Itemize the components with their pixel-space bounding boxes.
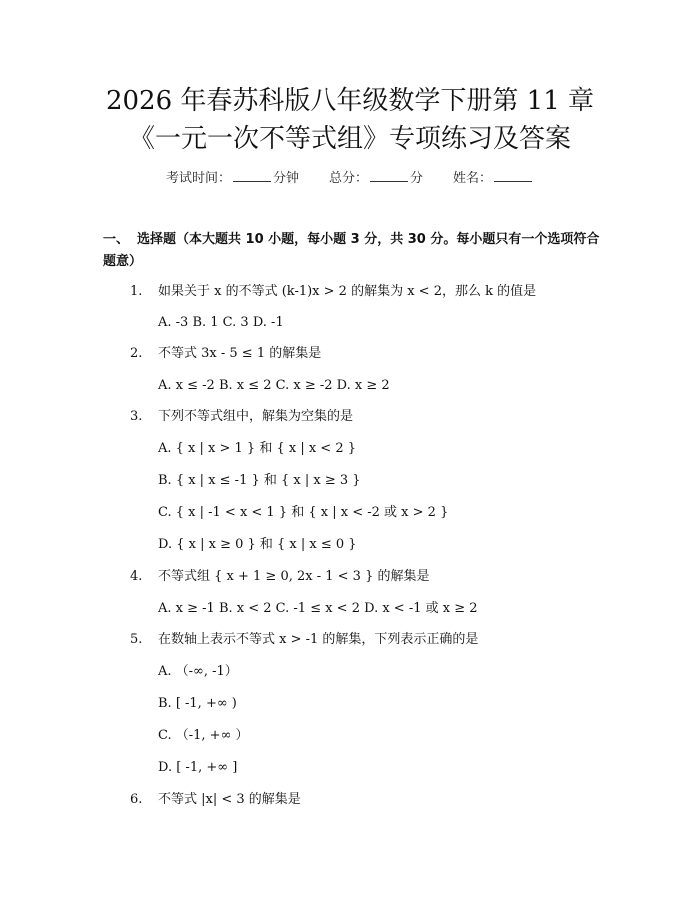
page-title-line2: 《一元一次不等式组》专项练习及答案 — [128, 124, 571, 154]
question-number: 3. — [130, 409, 143, 424]
question-6 — [130, 790, 301, 810]
question-5-option-b: B. [ -1, +∞ ) — [158, 696, 237, 711]
time-unit: 分钟 — [272, 171, 299, 186]
question-number: 2. — [130, 346, 143, 361]
section-heading-text: 选择题（本大题共 10 小题，每小题 3 分，共 30 分。每小题只有一个选项符合题意） — [103, 232, 600, 269]
question-text: 如果关于 x 的不等式 (k-1)x > 2 的解集为 x < 2，那么 k 的值是 — [158, 284, 537, 299]
score-unit: 分 — [410, 171, 424, 186]
question-1 — [130, 282, 536, 302]
question-number: 4. — [130, 569, 143, 584]
question-5 — [130, 630, 478, 650]
question-text: 不等式组 { x + 1 ≥ 0, 2x - 1 < 3 } 的解集是 — [158, 569, 430, 584]
time-blank — [233, 168, 271, 182]
question-text: 不等式 |x| < 3 的解集是 — [158, 792, 301, 807]
question-3-option-b: B. { x | x ≤ -1 } 和 { x | x ≥ 3 } — [158, 473, 361, 488]
question-number: 1. — [130, 284, 143, 299]
question-number: 6. — [130, 792, 143, 807]
question-5-option-c: C. （-1, +∞ ） — [158, 728, 249, 743]
score-label: 总分： — [328, 171, 368, 186]
question-3 — [130, 407, 353, 427]
question-text: 下列不等式组中，解集为空集的是 — [158, 409, 354, 424]
question-number: 5. — [130, 632, 143, 647]
score-blank — [370, 168, 408, 182]
name-label: 姓名： — [453, 171, 493, 186]
page-title-line1: 2026 年春苏科版八年级数学下册第 11 章 — [105, 86, 595, 116]
question-1-options: A. -3 B. 1 C. 3 D. -1 — [158, 315, 284, 330]
question-3-option-a: A. { x | x > 1 } 和 { x | x < 2 } — [158, 441, 357, 456]
question-5-option-a: A. （-∞, -1） — [158, 664, 238, 679]
exam-meta-row — [0, 168, 700, 189]
section-heading — [103, 229, 603, 273]
question-2-options: A. x ≤ -2 B. x ≤ 2 C. x ≥ -2 D. x ≥ 2 — [158, 378, 390, 393]
question-4-options: A. x ≥ -1 B. x < 2 C. -1 ≤ x < 2 D. x < -1 或 x ≥ 2 — [158, 601, 478, 616]
section-number: 一、 — [103, 232, 130, 247]
question-3-option-c: C. { x | -1 < x < 1 } 和 { x | x < -2 或 x > 2 } — [158, 505, 449, 520]
question-2 — [130, 344, 321, 364]
question-text: 不等式 3x - 5 ≤ 1 的解集是 — [158, 346, 322, 361]
question-text: 在数轴上表示不等式 x > -1 的解集，下列表示正确的是 — [158, 632, 479, 647]
name-blank — [494, 168, 532, 182]
question-4 — [130, 567, 429, 587]
question-5-option-d: D. [ -1, +∞ ] — [158, 760, 238, 775]
time-label: 考试时间： — [165, 171, 231, 186]
question-3-option-d: D. { x | x ≥ 0 } 和 { x | x ≤ 0 } — [158, 537, 357, 552]
